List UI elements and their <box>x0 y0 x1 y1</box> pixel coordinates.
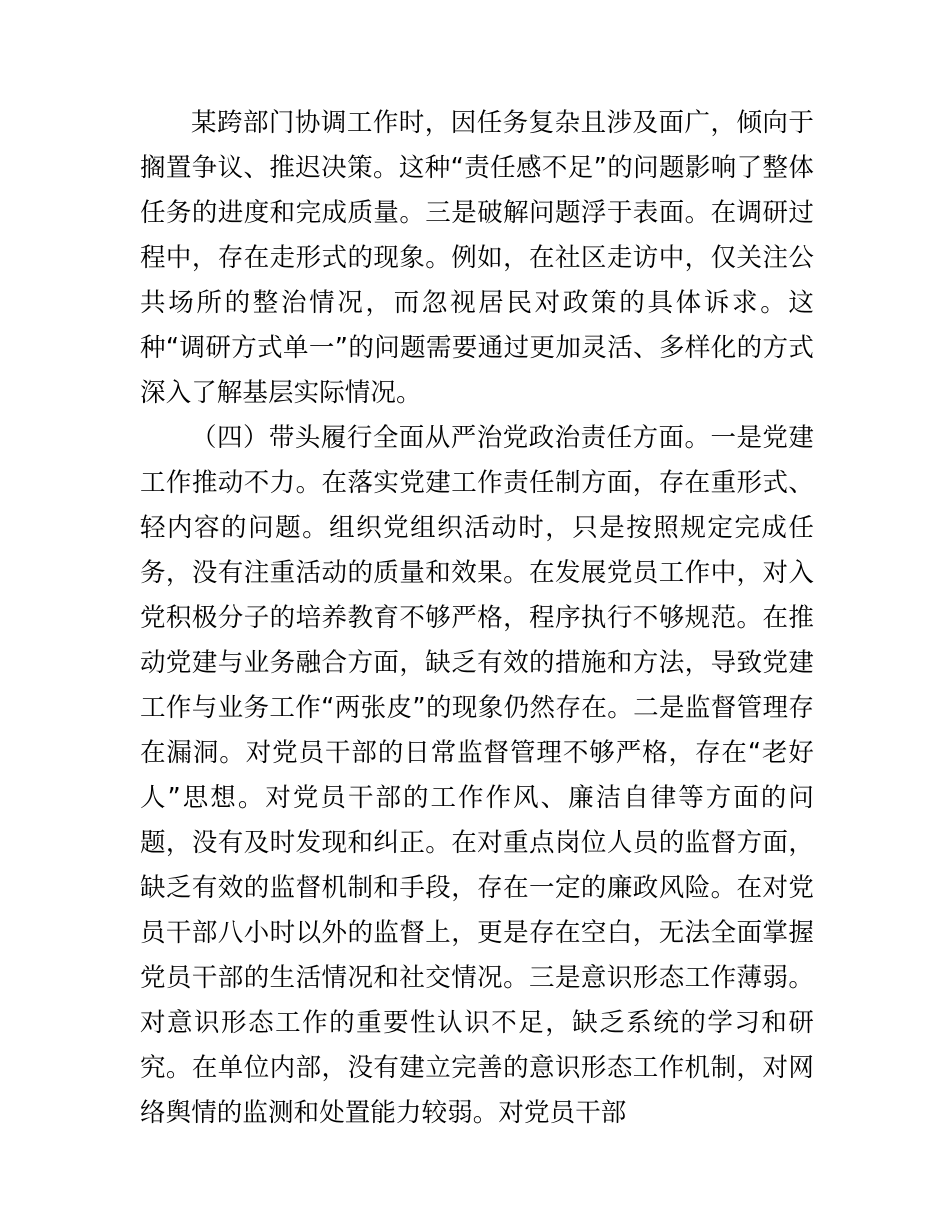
paragraph: （四）带头履行全面从严治党政治责任方面。一是党建工作推动不力。在落实党建工作责任制方面，存在重形式、轻内容的问题。组织党组织活动时，只是按照规定完成任务，没有注重活动的质量和效果。在发展党员工作中，对入党积极分子的培养教育不够严格，程序执行不够规范。在推动党建与业务融合方面，缺乏有效的措施和方法，导致党建工作与业务工作“两张皮”的现象仍然存在。二是监督管理存在漏洞。对党员干部的日常监督管理不够严格，存在“老好人”思想。对党员干部的工作作风、廉洁自律等方面的问题，没有及时发现和纠正。在对重点岗位人员的监督方面，缺乏有效的监督机制和手段，存在一定的廉政风险。在对党员干部八小时以外的监督上，更是存在空白，无法全面掌握党员干部的生活情况和社交情况。三是意识形态工作薄弱。对意识形态工作的重要性认识不足，缺乏系统的学习和研究。在单位内部，没有建立完善的意识形态工作机制，对网络舆情的监测和处置能力较弱。对党员干部 <box>140 423 814 1128</box>
paragraph: 某跨部门协调工作时，因任务复杂且涉及面广，倾向于搁置争议、推迟决策。这种“责任感不足”的问题影响了整体任务的进度和完成质量。三是破解问题浮于表面。在调研过程中，存在走形式的现象。例如，在社区走访中，仅关注公共场所的整治情况，而忽视居民对政策的具体诉求。这种“调研方式单一”的问题需要通过更加灵活、多样化的方式深入了解基层实际情况。 <box>140 108 814 408</box>
document-body <box>140 101 814 1136</box>
